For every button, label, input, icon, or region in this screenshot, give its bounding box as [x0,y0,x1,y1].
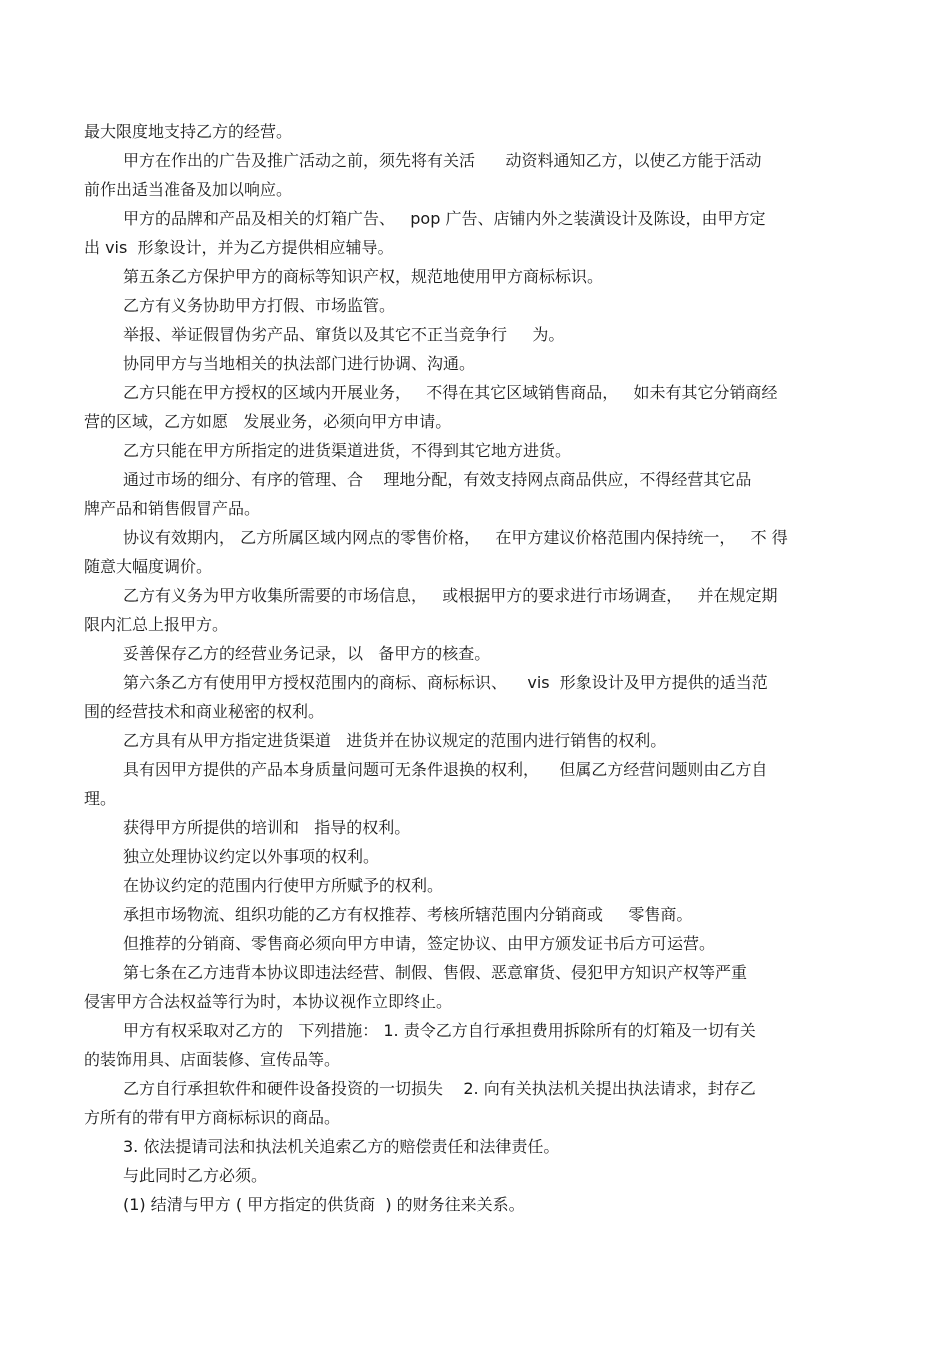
text-line: (1) 结清与甲方 ( 甲方指定的供货商 ) 的财务往来关系。 [123,1195,525,1214]
text-line: 3. 依法提请司法和执法机关追索乙方的赔偿责任和法律责任。 [123,1137,560,1156]
text-line: 牌产品和销售假冒产品。 [84,499,261,518]
text-line: 随意大幅度调价。 [84,557,213,576]
text-line: 乙方只能在甲方所指定的进货渠道进货，不得到其它地方进货。 [123,441,572,460]
text-line: 具有因甲方提供的产品本身质量问题可无条件退换的权利， 但属乙方经营问题则由乙方自 [123,760,768,779]
text-line: 乙方自行承担软件和硬件设备投资的一切损失 2. 向有关执法机关提出执法请求，封存乙 [123,1079,756,1098]
text-line: 乙方有义务为甲方收集所需要的市场信息， 或根据甲方的要求进行市场调查， 并在规定期 [123,586,778,605]
text-line: 出 vis 形象设计，并为乙方提供相应辅导。 [84,238,394,257]
text-line: 在协议约定的范围内行使甲方所赋予的权利。 [123,876,444,895]
text-line: 协同甲方与当地相关的执法部门进行协调、沟通。 [123,354,476,373]
text-line: 最大限度地支持乙方的经营。 [84,122,293,141]
text-line: 第七条在乙方违背本协议即违法经营、制假、售假、恶意窜货、侵犯甲方知识产权等严重 [123,963,748,982]
text-line: 乙方具有从甲方指定进货渠道 进货并在协议规定的范围内进行销售的权利。 [123,731,667,750]
text-line: 方所有的带有甲方商标标识的商品。 [84,1108,341,1127]
text-line: 甲方在作出的广告及推广活动之前，须先将有关活 动资料通知乙方，以使乙方能于活动 [123,151,762,170]
text-line: 限内汇总上报甲方。 [84,615,229,634]
text-line: 妥善保存乙方的经营业务记录，以 备甲方的核查。 [123,644,491,663]
text-line: 理。 [84,789,117,808]
text-line: 侵害甲方合法权益等行为时，本协议视作立即终止。 [84,992,453,1011]
text-line: 举报、举证假冒伪劣产品、窜货以及其它不正当竞争行 为。 [123,325,565,344]
text-line: 承担市场物流、组织功能的乙方有权推荐、考核所辖范围内分销商或 零售商。 [123,905,693,924]
text-line: 前作出适当准备及加以响应。 [84,180,293,199]
text-line: 获得甲方所提供的培训和 指导的权利。 [123,818,411,837]
text-line: 乙方有义务协助甲方打假、市场监管。 [123,296,396,315]
text-line: 与此同时乙方必须。 [123,1166,268,1185]
text-line: 甲方的品牌和产品及相关的灯箱广告、 pop 广告、店铺内外之装潢设计及陈设，由甲方定 [123,209,766,228]
text-line: 乙方只能在甲方授权的区域内开展业务， 不得在其它区域销售商品， 如未有其它分销商经 [123,383,778,402]
text-line: 协议有效期内， 乙方所属区域内网点的零售价格， 在甲方建议价格范围内保持统一， 不 得 [123,528,788,547]
text-line: 第六条乙方有使用甲方授权范围内的商标、商标标识、 vis 形象设计及甲方提供的适当范 [123,673,768,692]
text-line: 甲方有权采取对乙方的 下列措施： 1. 责令乙方自行承担费用拆除所有的灯箱及一切有关 [123,1021,756,1040]
text-line: 的装饰用具、店面装修、宣传品等。 [84,1050,341,1069]
text-line: 通过市场的细分、有序的管理、合 理地分配，有效支持网点商品供应，不得经营其它品 [123,470,752,489]
text-line: 第五条乙方保护甲方的商标等知识产权，规范地使用甲方商标标识。 [123,267,604,286]
text-line: 独立处理协议约定以外事项的权利。 [123,847,380,866]
text-line: 营的区域，乙方如愿 发展业务，必须向甲方申请。 [84,412,452,431]
text-line: 围的经营技术和商业秘密的权利。 [84,702,325,721]
text-line: 但推荐的分销商、零售商必须向甲方申请，签定协议、由甲方颁发证书后方可运营。 [123,934,716,953]
document-body [84,117,868,1219]
